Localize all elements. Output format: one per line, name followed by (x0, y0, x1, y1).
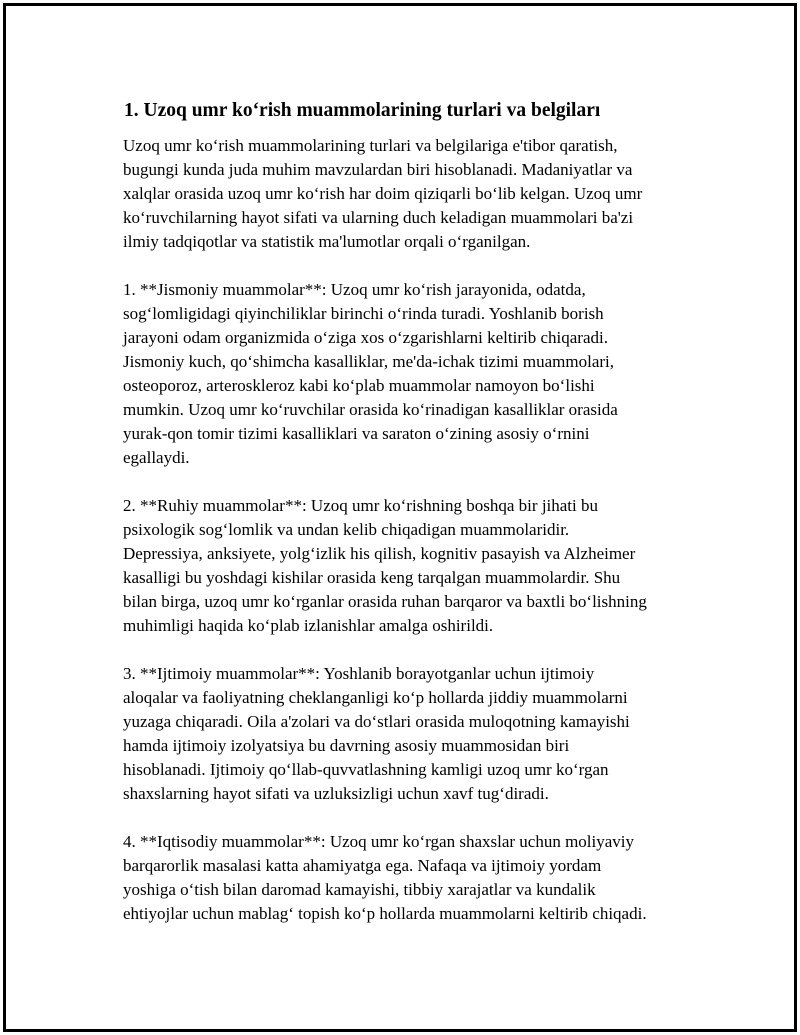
text-line: yuzaga chiqaradi. Oila a'zolari va do‘stlari orasida muloqotning kamayishi (123, 712, 630, 731)
text-line: 3. **Ijtimoiy muammolar**: Yoshlanib borayotganlar uchun ijtimoiy (123, 664, 595, 683)
text-line: aloqalar va faoliyatning cheklanganligi ko‘p hollarda jiddiy muammolarni (123, 688, 628, 707)
text-line: xalqlar orasida uzoq umr ko‘rish har doim qiziqarli bo‘lib kelgan. Uzoq umr (123, 184, 643, 203)
text-line: Jismoniy kuch, qo‘shimcha kasalliklar, me'da-ichak tizimi muammolari, (123, 352, 615, 371)
text-line: Uzoq umr ko‘rish muammolarining turlari va belgilariga e'tibor qaratish, (123, 136, 618, 155)
economic-problems-paragraph (123, 830, 711, 926)
text-line: 4. **Iqtisodiy muammolar**: Uzoq umr ko‘rgan shaxslar uchun moliyaviy (123, 832, 635, 851)
text-line: bugungi kunda juda muhim mavzulardan biri hisoblanadi. Madaniyatlar va (123, 160, 633, 179)
text-line: egallaydi. (123, 448, 190, 467)
physical-problems-paragraph (123, 278, 711, 470)
text-line: hisoblanadi. Ijtimoiy qo‘llab-quvvatlashning kamligi uzoq umr ko‘rgan (123, 760, 609, 779)
text-line: ehtiyojlar uchun mablag‘ topish ko‘p hollarda muammolarni keltirib chiqadi. (123, 904, 647, 923)
text-line: bilan birga, uzoq umr ko‘rganlar orasida ruhan barqaror va baxtli bo‘lishning (123, 592, 647, 611)
section-heading: 1. Uzoq umr ko‘rish muammolarining turlari va belgiları (124, 100, 601, 121)
text-line: muhimligi haqida ko‘plab izlanishlar amalga oshirildi. (123, 616, 494, 635)
text-line: osteoporoz, arteroskleroz kabi ko‘plab muammolar namoyon bo‘lishi (123, 376, 595, 395)
text-line: hamda ijtimoiy izolyatsiya bu davrning asosiy muammosidan biri (123, 736, 570, 755)
text-line: psixologik sog‘lomlik va undan kelib chiqadigan muammolaridir. (123, 520, 570, 539)
text-line: yurak-qon tomir tizimi kasalliklari va saraton o‘zining asosiy o‘rnini (123, 424, 590, 443)
text-line: Depressiya, anksiyete, yolg‘izlik his qilish, kognitiv pasayish va Alzheimer (123, 544, 636, 563)
text-line: ko‘ruvchilarning hayot sifati va ularning duch keladigan muammolari ba'zi (123, 208, 634, 227)
social-problems-paragraph (123, 662, 711, 806)
text-line: ilmiy tadqiqotlar va statistik ma'lumotlar orqali o‘rganilgan. (123, 232, 531, 251)
page-frame (3, 3, 797, 1032)
text-line: kasalligi bu yoshdagi kishilar orasida keng tarqalgan muammolardir. Shu (123, 568, 621, 587)
text-line: shaxslarning hayot sifati va uzluksizligi uchun xavf tug‘diradi. (123, 784, 549, 803)
text-line: yoshiga o‘tish bilan daromad kamayishi, tibbiy xarajatlar va kundalik (123, 880, 596, 899)
text-line: 1. **Jismoniy muammolar**: Uzoq umr ko‘rish jarayonida, odatda, (123, 280, 586, 299)
text-line: barqarorlik masalasi katta ahamiyatga ega. Nafaqa va ijtimoiy yordam (123, 856, 602, 875)
document-body (121, 98, 711, 950)
text-line: sog‘lomligidagi qiyinchiliklar birinchi o‘rinda turadi. Yoshlanib borish (123, 304, 604, 323)
text-line: jarayoni odam organizmida o‘ziga xos o‘zgarishlarni keltirib chiqaradi. (123, 328, 608, 347)
text-line: 2. **Ruhiy muammolar**: Uzoq umr ko‘rishning boshqa bir jihati bu (123, 496, 599, 515)
mental-problems-paragraph (123, 494, 711, 638)
text-line: mumkin. Uzoq umr ko‘ruvchilar orasida ko‘rinadigan kasalliklar orasida (123, 400, 618, 419)
intro-paragraph (123, 134, 711, 254)
